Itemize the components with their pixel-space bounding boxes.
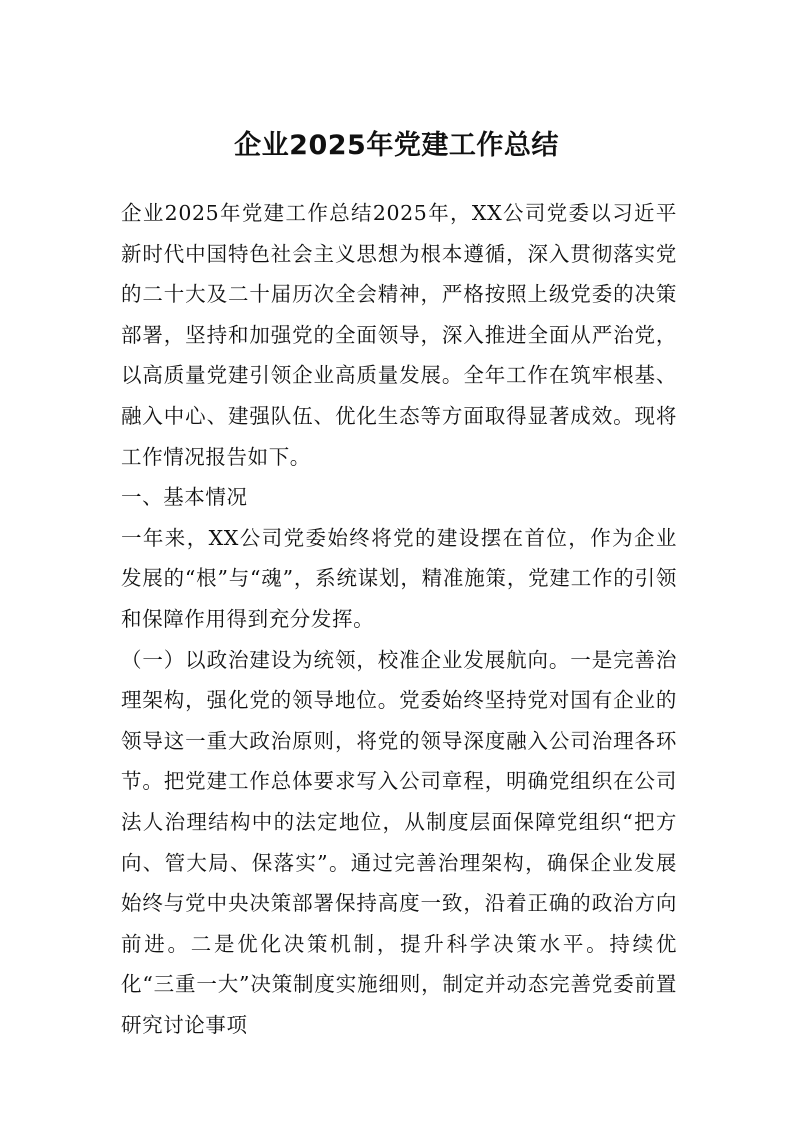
document-title: 企业2025年党建工作总结 xyxy=(234,130,559,161)
intro-paragraph: 企业2025年党建工作总结2025年，XX公司党委以习近平新时代中国特色社会主义思想为根本遵循，深入贯彻落实党的二十大及二十届历次全会精神，严格按照上级党委的决策部署，坚持和加强党的全面领导，深入推进全面从严治党，以高质量党建引领企业高质量发展。全年工作在筑牢根基、融入中心、建强队伍、优化生态等方面取得显著成效。现将工作情况报告如下。 xyxy=(121,201,677,469)
section-heading-basic-situation: 一、基本情况 xyxy=(121,485,248,510)
document-body xyxy=(121,193,677,1045)
basic-situation-paragraph: 一年来，XX公司党委始终将党的建设摆在首位，作为企业发展的“根”与“魂”，系统谋划，精准施策，党建工作的引领和保障作用得到充分发挥。 xyxy=(121,525,677,631)
political-construction-paragraph: （一）以政治建设为统领，校准企业发展航向。一是完善治理架构，强化党的领导地位。党委始终坚持党对国有企业的领导这一重大政治原则，将党的领导深度融入公司治理各环节。把党建工作总体要求写入公司章程，明确党组织在公司法人治理结构中的法定地位，从制度层面保障党组织“把方向、管大局、保落实”。通过完善治理架构，确保企业发展始终与党中央决策部署保持高度一致，沿着正确的政治方向前进。二是优化决策机制，提升科学决策水平。持续优化“三重一大”决策制度实施细则，制定并动态完善党委前置研究讨论事项 xyxy=(121,647,677,1037)
